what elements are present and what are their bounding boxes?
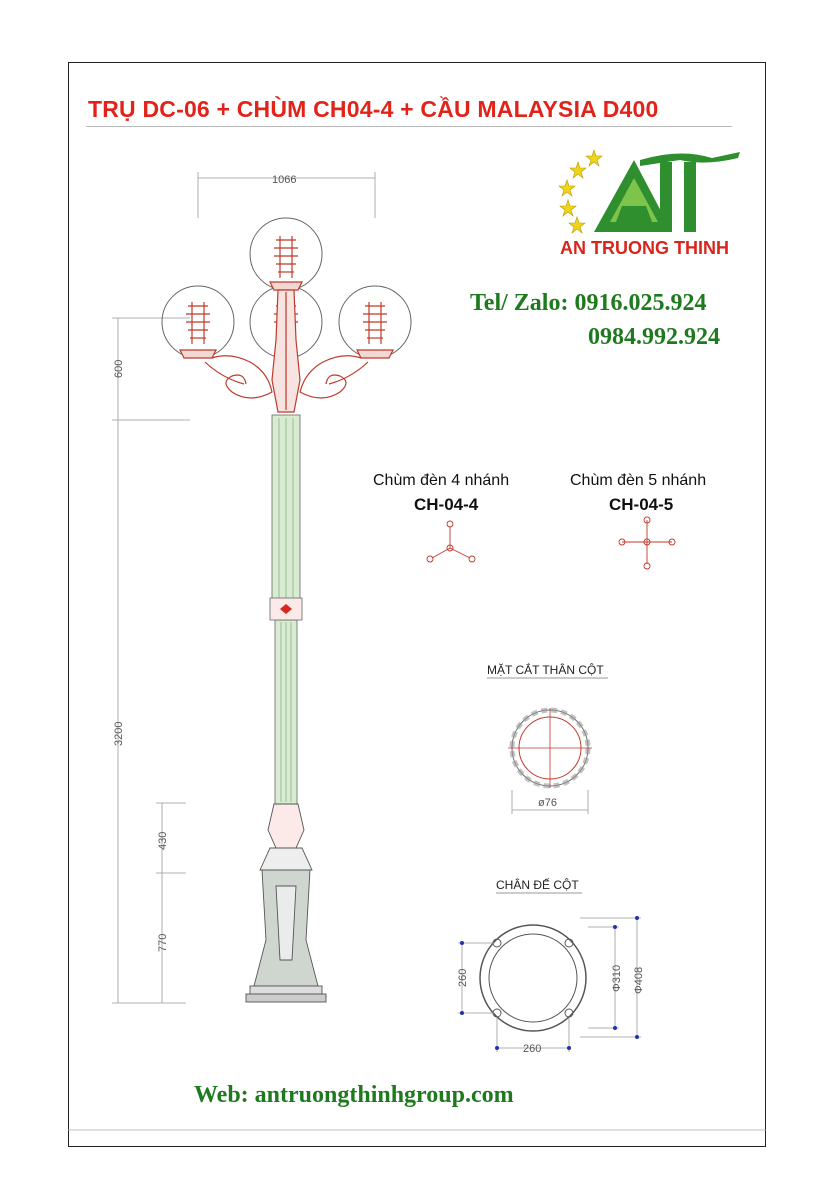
dim-base-d1: Φ310 bbox=[611, 964, 623, 992]
dim-shaft-diameter: ø76 bbox=[538, 797, 557, 809]
pole-base bbox=[246, 804, 326, 1002]
plan-ch-04-4 bbox=[427, 521, 475, 562]
dim-width-top: 1066 bbox=[272, 174, 297, 186]
label-shaft-section: MẶT CẮT THÂN CỘT bbox=[487, 663, 604, 677]
logo-mark bbox=[559, 150, 740, 233]
dim-base-h: 260 bbox=[457, 968, 469, 987]
pole-shaft bbox=[270, 415, 302, 804]
dim-base-height: 770 bbox=[157, 933, 169, 952]
plan-ch-04-5 bbox=[619, 517, 675, 569]
dim-base-d2: Φ408 bbox=[633, 966, 645, 994]
dim-base-w: 260 bbox=[523, 1043, 542, 1055]
contact-tel-line2: 0984.992.924 bbox=[588, 324, 720, 350]
brand-name: AN TRUONG THINH bbox=[560, 238, 729, 258]
page-title: TRỤ DC-06 + CHÙM CH04-4 + CẦU MALAYSIA D400 bbox=[88, 96, 659, 122]
dim-collar-height: 430 bbox=[157, 831, 169, 850]
dim-arm-height: 600 bbox=[113, 359, 125, 378]
code-ch-04-5: CH-04-5 bbox=[609, 495, 674, 514]
caption-ch-04-4: Chùm đèn 4 nhánh bbox=[373, 472, 510, 489]
shaft-section bbox=[487, 678, 608, 814]
website-link[interactable]: Web: antruongthinhgroup.com bbox=[194, 1082, 514, 1108]
caption-ch-04-5: Chùm đèn 5 nhánh bbox=[570, 472, 707, 489]
dim-shaft-height: 3200 bbox=[113, 721, 125, 746]
code-ch-04-4: CH-04-4 bbox=[414, 495, 479, 514]
contact-tel-line1: Tel/ Zalo: 0916.025.924 bbox=[470, 290, 707, 316]
label-base-section: CHÂN ĐẾ CỘT bbox=[496, 878, 579, 892]
